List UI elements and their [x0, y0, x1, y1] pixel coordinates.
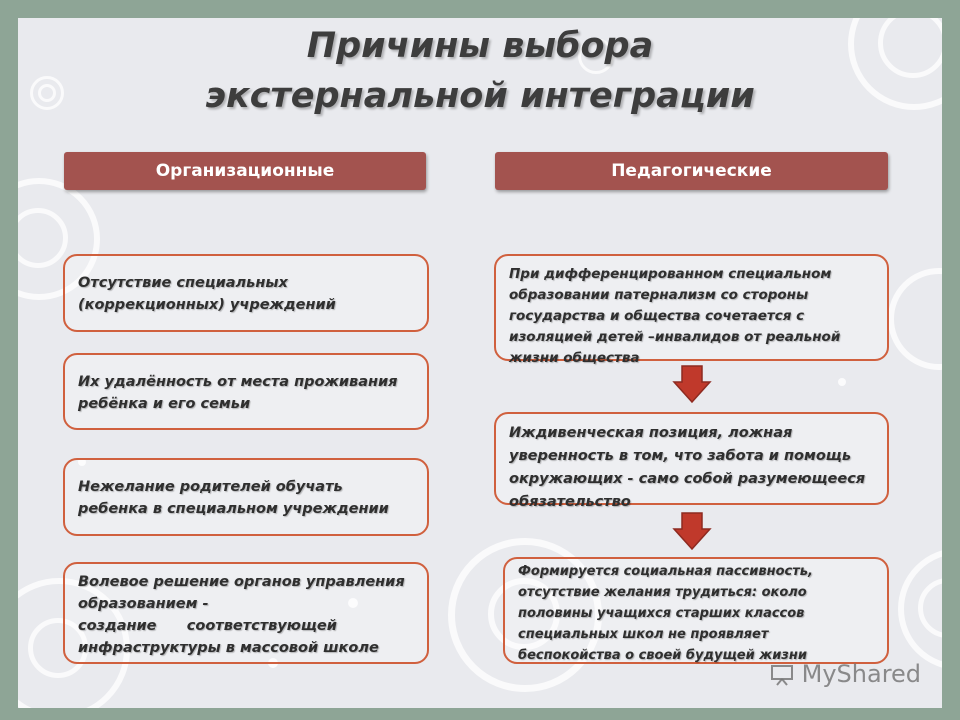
- box-text-line: Иждивенческая позиция, ложная: [509, 425, 793, 441]
- box-text-line: окружающих - само собой разумеющееся: [509, 471, 866, 487]
- box-text-line: специальных школ не проявляет: [518, 627, 769, 642]
- header-organizational-label: Организационные: [155, 161, 335, 181]
- box-text-line: образовании патернализм со стороны: [509, 287, 809, 303]
- box-text-line: инфраструктуры в массовой школе: [78, 640, 379, 656]
- decor-circle-icon: [888, 268, 942, 370]
- reason-box-social-passivity: [503, 557, 889, 664]
- box-text-line: Отсутствие специальных: [78, 275, 288, 291]
- box-text-line: образованием -: [78, 596, 209, 612]
- watermark-text: MyShared: [801, 660, 922, 688]
- decor-dot-icon: [838, 378, 846, 386]
- box-text-line: Нежелание родителей обучать: [78, 479, 343, 495]
- box-text-line: изоляцией детей –инвалидов от реальной: [509, 329, 841, 345]
- box-text-line: (коррекционных) учреждений: [78, 297, 336, 313]
- down-arrow-icon: [672, 511, 712, 551]
- box-text-line: беспокойства о своей будущей жизни: [518, 648, 807, 663]
- slide-title-line-1: Причины выбора: [306, 26, 654, 66]
- reason-box-management-decision: [63, 562, 429, 664]
- reason-box-paternalism: [494, 254, 889, 366]
- reason-box-distance: [63, 353, 429, 430]
- down-arrow-icon: [672, 364, 712, 404]
- box-text-line: государства и общества сочетается с: [509, 308, 805, 324]
- reason-box-dependency: [494, 412, 889, 510]
- box-text-line: создание соответствующей: [78, 618, 337, 634]
- header-pedagogical: [495, 152, 888, 190]
- box-text-line: ребенка в специальном учреждении: [78, 501, 389, 517]
- box-text-line: Их удалённость от места проживания: [78, 374, 398, 390]
- slide-title-line-2: экстернальной интеграции: [205, 76, 755, 116]
- box-text-line: половины учащихся старших классов: [518, 606, 805, 621]
- box-text-line: жизни общества: [509, 350, 640, 366]
- box-text-line: Формируется социальная пассивность,: [518, 564, 813, 579]
- box-text-line: уверенность в том, что забота и помощь: [509, 448, 851, 464]
- header-pedagogical-label: Педагогические: [611, 161, 772, 181]
- box-text-line: При дифференцированном специальном: [509, 266, 832, 282]
- reason-box-parents-reluctance: [63, 458, 429, 536]
- box-text-line: обязательство: [509, 494, 631, 510]
- box-text-line: отсутствие желания трудиться: около: [518, 585, 807, 600]
- reason-box-no-special-institutions: [63, 254, 429, 332]
- myshared-watermark: [770, 660, 921, 688]
- header-organizational: [64, 152, 426, 190]
- box-text-line: Волевое решение органов управления: [78, 574, 405, 590]
- presentation-board-icon: [770, 664, 794, 686]
- box-text-line: ребёнка и его семьи: [78, 396, 251, 412]
